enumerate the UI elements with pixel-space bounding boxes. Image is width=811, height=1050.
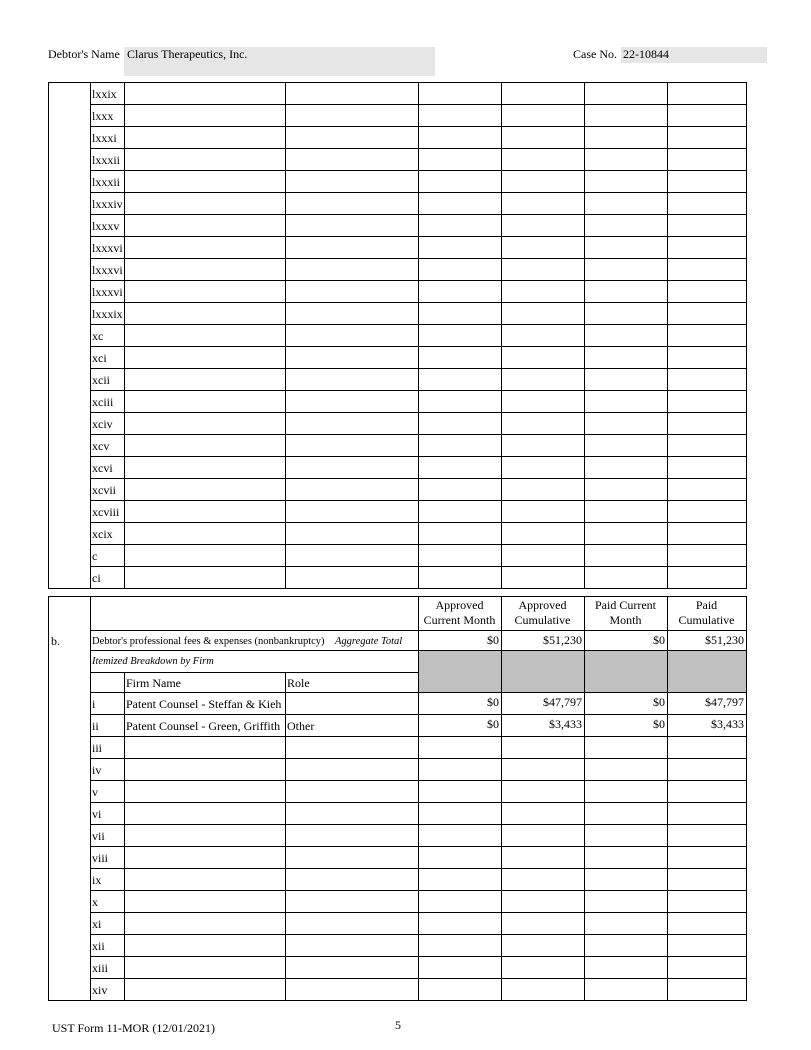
table-b-row-line	[90, 630, 746, 631]
firm-value: $47,797	[705, 695, 744, 709]
row-numeral: xcix	[92, 527, 113, 541]
table-a-border-right	[746, 82, 747, 589]
firm-value: $0	[653, 717, 665, 731]
table-b-row-line	[90, 736, 746, 737]
column-heading-line: Approved	[435, 598, 484, 612]
firm-value: $0	[487, 717, 499, 731]
row-numeral: v	[92, 785, 98, 799]
case-number-value: 22-10844	[623, 47, 669, 61]
table-a-row-line	[90, 566, 746, 567]
table-a-row-line	[90, 126, 746, 127]
row-numeral: xciv	[92, 417, 113, 431]
table-b-row-line	[90, 672, 418, 673]
shaded-block	[418, 650, 746, 692]
table-a-row-line	[90, 258, 746, 259]
page-number: 5	[395, 1018, 401, 1032]
table-b-row-line	[90, 802, 746, 803]
itemized-breakdown-label: Itemized Breakdown by Firm	[92, 656, 214, 667]
row-numeral: x	[92, 895, 98, 909]
firm-name-heading: Firm Name	[126, 676, 181, 690]
firm-value: $3,433	[711, 717, 744, 731]
aggregate-total-label: Aggregate Total	[335, 636, 403, 647]
table-a-row-line	[90, 456, 746, 457]
firm-name: Patent Counsel - Steffan & Kieh	[126, 697, 282, 711]
row-numeral: lxxxi	[92, 131, 117, 145]
debtor-name-value: Clarus Therapeutics, Inc.	[127, 47, 248, 61]
table-a-row-line	[90, 214, 746, 215]
firm-value: $0	[653, 695, 665, 709]
table-b-row-line	[90, 650, 746, 651]
row-numeral: lxxx	[92, 109, 114, 123]
firm-value: $0	[487, 695, 499, 709]
row-numeral: lxxxvi	[92, 241, 123, 255]
row-numeral: viii	[92, 851, 109, 865]
table-a-row-line	[90, 522, 746, 523]
table-a-row-line	[90, 302, 746, 303]
firm-value: $47,797	[543, 695, 582, 709]
row-numeral: lxxix	[92, 87, 117, 101]
debtor-name-label: Debtor's Name	[48, 47, 120, 61]
table-a-row-line	[90, 280, 746, 281]
table-b-border-right	[746, 596, 747, 1001]
table-a-col-line	[285, 82, 286, 588]
row-numeral: iv	[92, 763, 102, 777]
row-numeral: lxxxv	[92, 219, 120, 233]
firm-role: Other	[287, 719, 315, 733]
row-numeral: xiv	[92, 983, 108, 997]
total-value: $0	[653, 633, 665, 647]
row-numeral: lxxxvi	[92, 263, 123, 277]
table-a-row-line	[90, 324, 746, 325]
table-b-col-line	[667, 596, 668, 1000]
table-b-row-line	[90, 956, 746, 957]
table-a-row-line	[90, 346, 746, 347]
table-a-col-line	[584, 82, 585, 588]
table-b-col-line	[584, 596, 585, 1000]
row-numeral: lxxxii	[92, 153, 121, 167]
table-b-row-line	[90, 758, 746, 759]
total-row-label: Debtor's professional fees & expenses (nonbankruptcy)	[92, 636, 325, 647]
table-b-row-line	[90, 934, 746, 935]
column-heading-line: Current Month	[423, 613, 496, 627]
table-a-row-line	[90, 192, 746, 193]
table-a-border-left	[48, 82, 49, 589]
row-numeral: ix	[92, 873, 102, 887]
row-numeral: c	[92, 549, 98, 563]
form-id: UST Form 11-MOR (12/01/2021)	[52, 1021, 216, 1035]
row-numeral: xii	[92, 939, 105, 953]
table-a-row-line	[90, 412, 746, 413]
row-numeral: i	[92, 697, 96, 711]
row-numeral: ii	[92, 719, 99, 733]
table-b-col-line	[90, 596, 91, 1000]
section-letter: b.	[51, 634, 60, 648]
table-b-row-line	[90, 868, 746, 869]
total-value: $51,230	[705, 633, 744, 647]
table-a-row-line	[90, 500, 746, 501]
table-b-row-line	[90, 780, 746, 781]
row-numeral: xcv	[92, 439, 110, 453]
table-b-col-line	[124, 672, 125, 1000]
table-b-border-left	[48, 596, 49, 1001]
table-b-row-line	[90, 692, 746, 693]
table-a-col-line	[90, 82, 91, 588]
table-a-row-line	[90, 434, 746, 435]
column-heading-line: Cumulative	[514, 613, 571, 627]
table-a-row-line	[90, 170, 746, 171]
table-b-col-line	[418, 596, 419, 1000]
table-a-row-line	[90, 236, 746, 237]
table-b-row-line	[90, 890, 746, 891]
table-a-row-line	[90, 478, 746, 479]
row-numeral: xcvii	[92, 483, 116, 497]
row-numeral: lxxxvi	[92, 285, 123, 299]
row-numeral: lxxxix	[92, 307, 123, 321]
table-a-col-line	[667, 82, 668, 588]
firm-value: $3,433	[549, 717, 582, 731]
table-a-col-line	[124, 82, 125, 588]
column-heading-line: Cumulative	[678, 613, 735, 627]
table-b-col-line	[501, 596, 502, 1000]
column-heading-line: Paid Current	[595, 598, 656, 612]
table-a-row-line	[90, 368, 746, 369]
table-a-row-line	[90, 390, 746, 391]
row-numeral: xi	[92, 917, 102, 931]
table-a-row-line	[90, 544, 746, 545]
row-numeral: xcvi	[92, 461, 113, 475]
column-heading-line: Paid	[695, 598, 718, 612]
row-numeral: xcviii	[92, 505, 120, 519]
column-heading-line: Approved	[518, 598, 567, 612]
row-numeral: iii	[92, 741, 103, 755]
column-heading-line: Month	[609, 613, 642, 627]
table-b-col-line	[285, 672, 286, 1000]
row-numeral: vii	[92, 829, 105, 843]
table-a-col-line	[501, 82, 502, 588]
row-numeral: ci	[92, 571, 101, 585]
row-numeral: lxxxii	[92, 175, 121, 189]
row-numeral: lxxxiv	[92, 197, 123, 211]
table-a-row-line	[90, 148, 746, 149]
table-b-row-line	[90, 824, 746, 825]
table-a-border-top	[48, 82, 747, 83]
total-value: $0	[487, 633, 499, 647]
table-b-row-line	[90, 846, 746, 847]
row-numeral: xcii	[92, 373, 110, 387]
case-number-label: Case No.	[573, 47, 617, 61]
table-a-row-line	[90, 104, 746, 105]
row-numeral: xciii	[92, 395, 114, 409]
table-b-border-top	[48, 596, 747, 597]
total-value: $51,230	[543, 633, 582, 647]
row-numeral: xc	[92, 329, 104, 343]
table-a-col-line	[418, 82, 419, 588]
table-b-row-line	[90, 978, 746, 979]
table-b-row-line	[90, 912, 746, 913]
firm-name: Patent Counsel - Green, Griffith	[126, 719, 281, 733]
row-numeral: xiii	[92, 961, 109, 975]
row-numeral: xci	[92, 351, 107, 365]
table-b-row-line	[90, 714, 746, 715]
role-heading: Role	[287, 676, 310, 690]
table-a-border-bottom	[48, 588, 747, 589]
table-b-border-bottom	[48, 1000, 747, 1001]
row-numeral: vi	[92, 807, 102, 821]
